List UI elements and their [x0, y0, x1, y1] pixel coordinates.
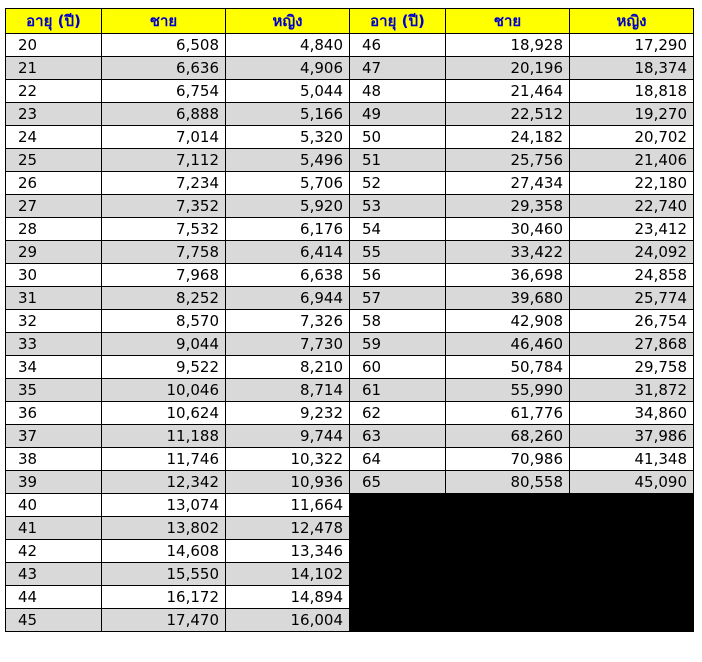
right-female-cell: 18,374 [570, 57, 694, 80]
left-male-cell: 7,014 [102, 126, 226, 149]
right-age-cell: 46 [350, 34, 446, 57]
left-age-cell: 36 [6, 402, 102, 425]
right-age-cell: 61 [350, 379, 446, 402]
left-female-cell: 11,664 [226, 494, 350, 517]
left-female-cell: 14,102 [226, 563, 350, 586]
empty-filled-cell [446, 540, 570, 563]
left-male-cell: 15,550 [102, 563, 226, 586]
right-age-cell: 53 [350, 195, 446, 218]
left-female-cell: 9,744 [226, 425, 350, 448]
left-age-cell: 45 [6, 609, 102, 632]
left-male-cell: 6,636 [102, 57, 226, 80]
right-female-cell: 31,872 [570, 379, 694, 402]
left-age-cell: 42 [6, 540, 102, 563]
right-male-cell: 20,196 [446, 57, 570, 80]
empty-filled-cell [350, 517, 446, 540]
right-male-cell: 24,182 [446, 126, 570, 149]
left-male-cell: 10,624 [102, 402, 226, 425]
left-age-cell: 35 [6, 379, 102, 402]
right-female-cell: 41,348 [570, 448, 694, 471]
right-age-cell: 52 [350, 172, 446, 195]
left-female-cell: 12,478 [226, 517, 350, 540]
left-age-cell: 38 [6, 448, 102, 471]
table-row [6, 241, 694, 264]
left-age-cell: 27 [6, 195, 102, 218]
left-female-cell: 6,638 [226, 264, 350, 287]
left-male-cell: 11,188 [102, 425, 226, 448]
right-female-cell: 22,740 [570, 195, 694, 218]
left-female-cell: 5,320 [226, 126, 350, 149]
table-row [6, 540, 694, 563]
right-age-cell: 55 [350, 241, 446, 264]
header-row [6, 9, 694, 34]
table-body [6, 34, 694, 632]
table-row [6, 57, 694, 80]
left-female-cell: 8,210 [226, 356, 350, 379]
left-male-cell: 7,112 [102, 149, 226, 172]
left-male-cell: 9,044 [102, 333, 226, 356]
left-age-cell: 41 [6, 517, 102, 540]
empty-filled-cell [350, 494, 446, 517]
left-female-cell: 13,346 [226, 540, 350, 563]
table-row [6, 563, 694, 586]
right-male-cell: 25,756 [446, 149, 570, 172]
empty-filled-cell [570, 586, 694, 609]
right-female-cell: 24,092 [570, 241, 694, 264]
right-age-cell: 64 [350, 448, 446, 471]
left-male-cell: 10,046 [102, 379, 226, 402]
right-age-cell: 63 [350, 425, 446, 448]
table-row [6, 517, 694, 540]
header-female-left: หญิง [226, 9, 350, 34]
left-age-cell: 28 [6, 218, 102, 241]
table-row [6, 287, 694, 310]
left-female-cell: 5,706 [226, 172, 350, 195]
left-male-cell: 7,532 [102, 218, 226, 241]
table-row [6, 379, 694, 402]
right-age-cell: 47 [350, 57, 446, 80]
left-male-cell: 9,522 [102, 356, 226, 379]
right-age-cell: 62 [350, 402, 446, 425]
empty-filled-cell [570, 563, 694, 586]
empty-filled-cell [350, 586, 446, 609]
right-age-cell: 54 [350, 218, 446, 241]
right-age-cell: 60 [350, 356, 446, 379]
right-female-cell: 27,868 [570, 333, 694, 356]
left-age-cell: 33 [6, 333, 102, 356]
left-age-cell: 37 [6, 425, 102, 448]
right-female-cell: 45,090 [570, 471, 694, 494]
rate-table [5, 8, 694, 632]
right-female-cell: 34,860 [570, 402, 694, 425]
left-female-cell: 14,894 [226, 586, 350, 609]
table-row [6, 34, 694, 57]
left-female-cell: 8,714 [226, 379, 350, 402]
left-age-cell: 23 [6, 103, 102, 126]
right-female-cell: 21,406 [570, 149, 694, 172]
left-female-cell: 5,496 [226, 149, 350, 172]
table-row [6, 609, 694, 632]
left-female-cell: 6,176 [226, 218, 350, 241]
right-age-cell: 49 [350, 103, 446, 126]
right-male-cell: 30,460 [446, 218, 570, 241]
table-row [6, 402, 694, 425]
right-female-cell: 29,758 [570, 356, 694, 379]
header-female-right: หญิง [570, 9, 694, 34]
right-male-cell: 61,776 [446, 402, 570, 425]
left-male-cell: 13,802 [102, 517, 226, 540]
header-age-right: อายุ (ปี) [350, 9, 446, 34]
left-female-cell: 5,044 [226, 80, 350, 103]
left-male-cell: 6,888 [102, 103, 226, 126]
right-female-cell: 22,180 [570, 172, 694, 195]
left-male-cell: 13,074 [102, 494, 226, 517]
empty-filled-cell [446, 609, 570, 632]
empty-filled-cell [350, 609, 446, 632]
table-row [6, 195, 694, 218]
right-age-cell: 58 [350, 310, 446, 333]
right-male-cell: 18,928 [446, 34, 570, 57]
left-age-cell: 40 [6, 494, 102, 517]
right-male-cell: 22,512 [446, 103, 570, 126]
right-age-cell: 51 [350, 149, 446, 172]
left-male-cell: 7,234 [102, 172, 226, 195]
left-age-cell: 30 [6, 264, 102, 287]
left-age-cell: 34 [6, 356, 102, 379]
right-female-cell: 24,858 [570, 264, 694, 287]
empty-filled-cell [350, 563, 446, 586]
left-male-cell: 8,570 [102, 310, 226, 333]
left-female-cell: 6,414 [226, 241, 350, 264]
left-male-cell: 8,252 [102, 287, 226, 310]
empty-filled-cell [446, 517, 570, 540]
left-age-cell: 29 [6, 241, 102, 264]
left-female-cell: 10,936 [226, 471, 350, 494]
left-male-cell: 11,746 [102, 448, 226, 471]
empty-filled-cell [446, 563, 570, 586]
left-female-cell: 5,920 [226, 195, 350, 218]
left-age-cell: 43 [6, 563, 102, 586]
left-age-cell: 24 [6, 126, 102, 149]
left-age-cell: 26 [6, 172, 102, 195]
table-row [6, 471, 694, 494]
left-age-cell: 21 [6, 57, 102, 80]
empty-filled-cell [570, 609, 694, 632]
left-age-cell: 44 [6, 586, 102, 609]
right-age-cell: 65 [350, 471, 446, 494]
right-male-cell: 36,698 [446, 264, 570, 287]
right-male-cell: 42,908 [446, 310, 570, 333]
table-row [6, 494, 694, 517]
right-male-cell: 80,558 [446, 471, 570, 494]
table-row [6, 80, 694, 103]
left-age-cell: 20 [6, 34, 102, 57]
table-row [6, 218, 694, 241]
right-male-cell: 55,990 [446, 379, 570, 402]
right-female-cell: 17,290 [570, 34, 694, 57]
table-row [6, 333, 694, 356]
table-row [6, 356, 694, 379]
right-female-cell: 18,818 [570, 80, 694, 103]
left-male-cell: 12,342 [102, 471, 226, 494]
right-male-cell: 29,358 [446, 195, 570, 218]
table-row [6, 448, 694, 471]
left-male-cell: 17,470 [102, 609, 226, 632]
empty-filled-cell [570, 540, 694, 563]
table-row [6, 103, 694, 126]
empty-filled-cell [446, 494, 570, 517]
table-row [6, 126, 694, 149]
right-female-cell: 26,754 [570, 310, 694, 333]
table-row [6, 172, 694, 195]
empty-filled-cell [570, 494, 694, 517]
left-female-cell: 4,906 [226, 57, 350, 80]
table-row [6, 310, 694, 333]
right-age-cell: 50 [350, 126, 446, 149]
left-female-cell: 7,730 [226, 333, 350, 356]
right-female-cell: 23,412 [570, 218, 694, 241]
right-female-cell: 19,270 [570, 103, 694, 126]
right-male-cell: 21,464 [446, 80, 570, 103]
right-age-cell: 56 [350, 264, 446, 287]
left-female-cell: 5,166 [226, 103, 350, 126]
left-male-cell: 16,172 [102, 586, 226, 609]
left-age-cell: 22 [6, 80, 102, 103]
empty-filled-cell [350, 540, 446, 563]
table-row [6, 149, 694, 172]
header-male-right: ชาย [446, 9, 570, 34]
header-male-left: ชาย [102, 9, 226, 34]
left-male-cell: 7,968 [102, 264, 226, 287]
left-male-cell: 7,352 [102, 195, 226, 218]
left-age-cell: 31 [6, 287, 102, 310]
right-male-cell: 68,260 [446, 425, 570, 448]
left-age-cell: 39 [6, 471, 102, 494]
left-female-cell: 9,232 [226, 402, 350, 425]
left-male-cell: 6,508 [102, 34, 226, 57]
right-age-cell: 57 [350, 287, 446, 310]
right-male-cell: 46,460 [446, 333, 570, 356]
right-male-cell: 70,986 [446, 448, 570, 471]
right-male-cell: 50,784 [446, 356, 570, 379]
right-age-cell: 48 [350, 80, 446, 103]
right-male-cell: 39,680 [446, 287, 570, 310]
empty-filled-cell [570, 517, 694, 540]
table-row [6, 264, 694, 287]
empty-filled-cell [446, 586, 570, 609]
right-age-cell: 59 [350, 333, 446, 356]
left-age-cell: 32 [6, 310, 102, 333]
left-male-cell: 6,754 [102, 80, 226, 103]
table-row [6, 586, 694, 609]
header-age-left: อายุ (ปี) [6, 9, 102, 34]
right-female-cell: 25,774 [570, 287, 694, 310]
left-female-cell: 7,326 [226, 310, 350, 333]
right-male-cell: 27,434 [446, 172, 570, 195]
table-row [6, 425, 694, 448]
left-female-cell: 10,322 [226, 448, 350, 471]
left-male-cell: 7,758 [102, 241, 226, 264]
left-male-cell: 14,608 [102, 540, 226, 563]
left-female-cell: 4,840 [226, 34, 350, 57]
right-male-cell: 33,422 [446, 241, 570, 264]
right-female-cell: 20,702 [570, 126, 694, 149]
left-age-cell: 25 [6, 149, 102, 172]
left-female-cell: 6,944 [226, 287, 350, 310]
left-female-cell: 16,004 [226, 609, 350, 632]
right-female-cell: 37,986 [570, 425, 694, 448]
